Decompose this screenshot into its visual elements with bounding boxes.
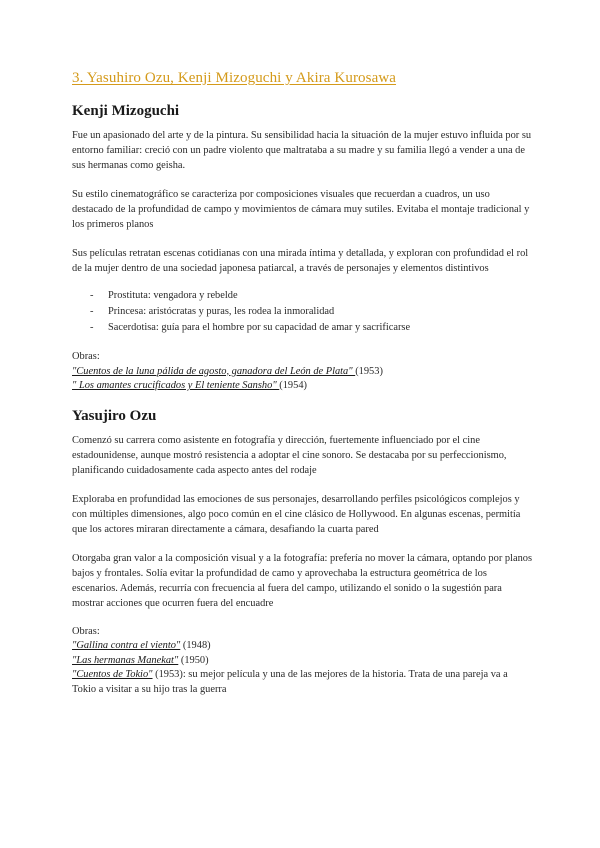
section-heading-ozu: Yasujiro Ozu xyxy=(72,407,157,424)
paragraph: Sus películas retratan escenas cotidianas con una mirada íntima y detallada, y exploran con profundidad el rol de la mujer dentro de una sociedad japonesa patiarcal, a través de personajes y elementos distintivos xyxy=(72,248,529,274)
work-year: (1953) xyxy=(355,365,383,377)
section-heading-mizoguchi: Kenji Mizoguchi xyxy=(72,103,180,119)
list-item: - Princesa: aristócratas y puras, les rodea la inmoralidad xyxy=(90,304,532,320)
list-item: - Prostituta: vengadora y rebelde xyxy=(90,288,532,304)
paragraph: Fue un apasionado del arte y de la pintura. Su sensibilidad hacia la situación de la mujer estuvo influida por su entorno familiar: creció con un padre violento que maltrataba a su madre y su familia llegó a vender a una de sus hermanas como geisha. xyxy=(72,130,532,171)
work-year: (1948) xyxy=(180,640,211,651)
work-link[interactable]: "Cuentos de la luna pálida de agosto, ganadora del León de Plata" xyxy=(72,365,356,377)
paragraph: Comenzó su carrera como asistente en fotografía y dirección, fuertemente influenciado por el cine estadounidense, aunque mostró resistencia a adoptar el cine sonoro. Se destacaba por su perfeccionismo, planificando cuidadosamente cada aspecto antes del rodaje xyxy=(72,434,507,476)
work-link[interactable]: "Cuentos de Tokio" xyxy=(72,669,153,680)
works-list xyxy=(72,625,532,698)
work-year: (1954) xyxy=(279,380,307,391)
paragraph: Otorgaba gran valor a la composición visual y a la fotografía: prefería no mover la cámara, optando por planos bajos y frontales. Solía evitar la profundidad de camo y aprovechaba la estructura geométrica de los escenarios. Además, recurría con frecuencia al fuera del campo, utilizando el sonido o la sugestión para mostrar acciones que ocurren fuera del encuadre xyxy=(72,552,533,609)
page-title: 3. Yasuhiro Ozu, Kenji Mizoguchi y Akira Kurosawa xyxy=(72,70,397,86)
character-list xyxy=(72,288,532,336)
work-link[interactable]: "Gallina contra el viento" xyxy=(72,640,181,651)
work-item xyxy=(72,654,532,669)
document-page xyxy=(72,70,532,711)
paragraph: Exploraba en profundidad las emociones de sus personajes, desarrollando perfiles psicológicos complejos y con múltiples dimensiones, algo poco común en el cine clásico de Hollywood. En algunas escenas, permitía que los actores miraran directamente a cámara, desafiando la cuarta pared xyxy=(72,493,521,535)
works-label: Obras: xyxy=(72,351,100,362)
list-item: - Sacerdotisa: guía para el hombre por su capacidad de amar y sacrificarse xyxy=(90,320,532,336)
work-link[interactable]: "Las hermanas Manekat" xyxy=(72,654,179,666)
works-list xyxy=(72,350,532,394)
work-item xyxy=(72,639,532,654)
works-label: Obras: xyxy=(72,625,100,637)
section-ozu xyxy=(72,408,532,698)
section-mizoguchi xyxy=(72,103,532,394)
work-item xyxy=(72,668,532,697)
work-year: (1953): su mejor película y una de las mejores de la historia. Trata de una pareja va a Tokio a visitar a su hijo tras la guerra xyxy=(72,669,508,695)
paragraph: Su estilo cinematográfico se caracteriza por composiciones visuales que recuerdan a cuadros, un uso destacado de la profundidad de campo y movimientos de cámara muy sutiles. Evitaba el montaje tradicional y los primeros planos xyxy=(72,189,530,230)
work-item xyxy=(72,365,532,380)
work-year: (1950) xyxy=(178,654,209,666)
work-link[interactable]: " Los amantes crucificados y El teniente Sansho" xyxy=(72,380,280,391)
work-item xyxy=(72,379,532,394)
